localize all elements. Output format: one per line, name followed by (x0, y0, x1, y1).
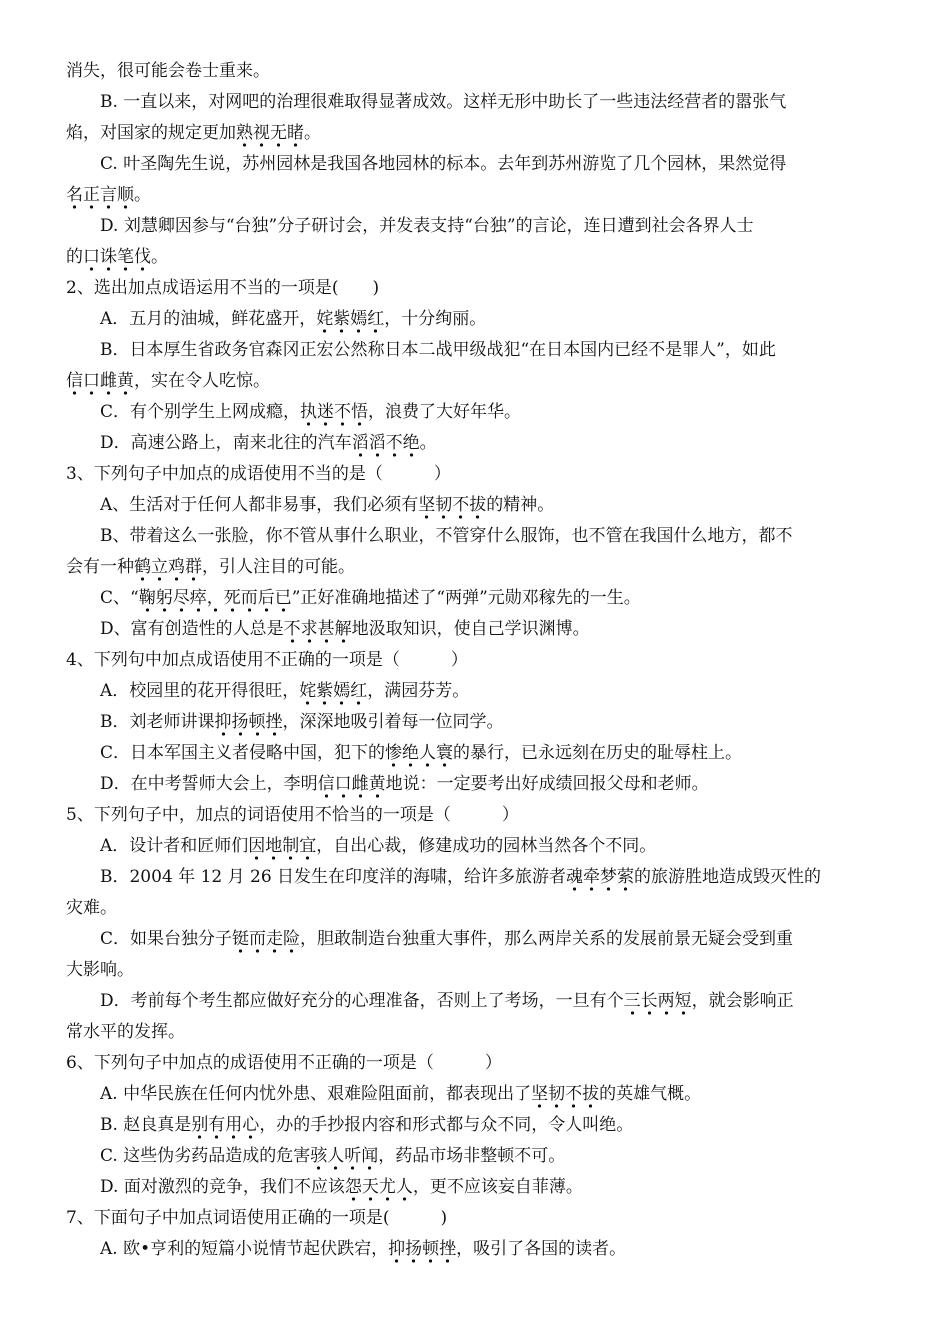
text-run: D．高速公路上，南来北往的汽车 (100, 433, 352, 453)
text-run: 会有一种 (66, 557, 134, 577)
text-run: 焰，对国家的规定更加 (66, 123, 236, 143)
text-line (66, 831, 890, 862)
text-line (66, 1172, 890, 1203)
text-run: ，就会影响正 (691, 991, 794, 1011)
text-run: 的英雄气概。 (599, 1084, 702, 1104)
emphasized-idiom: 魂牵梦萦 (566, 867, 634, 891)
text-line (66, 707, 890, 738)
text-run: C. 叶圣陶先生说，苏州园林是我国各地园林的标本。去年到苏州游览了几个园林，果然觉得 (100, 154, 787, 174)
text-line (66, 986, 890, 1017)
emphasized-idiom: 怨天尤人 (345, 1177, 413, 1201)
text-run: 5、下列句子中，加点的词语使用不恰当的一项是（ ） (66, 805, 519, 825)
text-line (66, 87, 890, 118)
text-line (66, 800, 890, 831)
text-run: A．校园里的花开得很旺， (100, 681, 300, 701)
emphasized-idiom: 坚韧不拔 (531, 1084, 599, 1108)
text-line (66, 180, 890, 211)
text-run: D．考前每个考生都应做好充分的心理准备，否则上了考场，一旦有个 (100, 991, 624, 1011)
emphasized-idiom: 执迷不悟 (300, 402, 368, 426)
text-run: C．有个别学生上网成瘾， (100, 402, 301, 422)
emphasized-idiom: 姹紫嫣红 (299, 681, 367, 705)
emphasized-idiom: 鹤立鸡群 (134, 557, 202, 581)
emphasized-idiom: 因地制宜 (248, 836, 316, 860)
text-line (66, 273, 890, 304)
text-line (66, 769, 890, 800)
text-run: 7、下面句子中加点词语使用正确的一项是( ) (66, 1208, 448, 1228)
text-run: B．日本厚生省政务官森冈正宏公然称日本二战甲级战犯“在日本国内已经不是罪人”，如此 (100, 340, 776, 360)
text-run: ，更不应该妄自菲薄。 (412, 1177, 583, 1197)
text-run: ，办的手抄报内容和形式都与众不同，令人叫绝。 (259, 1115, 634, 1135)
text-line (66, 366, 890, 397)
text-run: D．在中考誓师大会上，李明 (100, 774, 318, 794)
text-line (66, 459, 890, 490)
text-run: 灾难。 (66, 898, 117, 918)
text-run: B. 一直以来，对网吧的治理很难取得显著成效。这样无形中助长了一些违法经营者的嚣张气 (100, 92, 787, 112)
text-run: ，引人注目的可能。 (202, 557, 355, 577)
text-run: 的 (66, 247, 83, 267)
text-run: B. 赵良真是 (100, 1115, 192, 1135)
text-run: ，浪费了大好年华。 (368, 402, 522, 422)
text-run: 地说：一定要考出好成绩回报父母和老师。 (385, 774, 709, 794)
text-run: D. 刘慧卿因参与“台独”分子研讨会，并发表支持“台独”的言论，连日遭到社会各界人士 (100, 216, 754, 236)
text-line (66, 552, 890, 583)
text-run: 。 (304, 123, 321, 143)
text-run: 地汲取知识，使自己学识渊博。 (351, 619, 590, 639)
text-line (66, 1110, 890, 1141)
text-line (66, 335, 890, 366)
text-line (66, 149, 890, 180)
text-line (66, 211, 890, 242)
text-run: 。 (134, 185, 151, 205)
text-line (66, 1234, 890, 1265)
text-run: A．五月的油城，鲜花盛开， (100, 309, 317, 329)
text-line (66, 118, 890, 149)
text-run: 的精神。 (486, 495, 555, 515)
text-run: ，满园芬芳。 (367, 681, 470, 701)
text-run: ”正好准确地描述了“两弹”元勋邓稼先的一生。 (291, 588, 641, 608)
text-line (66, 1017, 890, 1048)
text-run: D. 面对激烈的竞争，我们不应该 (100, 1177, 345, 1197)
text-run: ，自出心裁，修建成功的园林当然各个不同。 (316, 836, 657, 856)
text-run: 6、下列句子中加点的成语使用不正确的一项是（ ） (66, 1053, 502, 1073)
text-line (66, 893, 890, 924)
text-run: 。 (151, 247, 168, 267)
text-line (66, 924, 890, 955)
text-line (66, 1048, 890, 1079)
text-line (66, 304, 890, 335)
emphasized-idiom: 三长两短 (624, 991, 692, 1015)
text-run: 常水平的发挥。 (66, 1022, 185, 1042)
text-run: 消失，很可能会卷士重来。 (66, 61, 270, 81)
text-run: 的旅游胜地造成毁灭性的 (634, 867, 822, 887)
text-run: D、富有创造性的人总是 (100, 619, 284, 639)
text-run: ，胆敢制造台独重大事件，那么两岸关系的发展前景无疑会受到重 (300, 929, 794, 949)
emphasized-idiom: 抑扬顿挫 (215, 712, 283, 736)
text-run: ，吸引了各国的读者。 (456, 1239, 627, 1259)
emphasized-idiom: 惨绝人寰 (385, 743, 453, 767)
text-line (66, 428, 890, 459)
text-line (66, 738, 890, 769)
text-line (66, 242, 890, 273)
text-run: C、“ (100, 588, 139, 608)
text-run: 大影响。 (66, 960, 134, 980)
text-line (66, 583, 890, 614)
text-run: C．如果台独分子 (100, 929, 233, 949)
text-run: ，药品市场非整顿不可。 (378, 1146, 566, 1166)
emphasized-idiom: 熟视无睹 (236, 123, 304, 147)
text-line (66, 614, 890, 645)
text-line (66, 1141, 890, 1172)
text-line (66, 676, 890, 707)
emphasized-idiom: 名正言顺 (66, 185, 134, 209)
emphasized-idiom: 信口雌黄 (318, 774, 386, 798)
text-run: A. 欧•亨利的短篇小说情节起伏跌宕， (100, 1239, 389, 1259)
text-line (66, 521, 890, 552)
emphasized-idiom: 鞠躬尽瘁，死而后已 (139, 588, 292, 612)
text-line (66, 490, 890, 521)
text-run: A．设计者和匠师们 (100, 836, 249, 856)
emphasized-idiom: 不求甚解 (284, 619, 352, 643)
text-line (66, 1203, 890, 1234)
emphasized-idiom: 口诛笔伐 (83, 247, 151, 271)
emphasized-idiom: 抑扬顿挫 (388, 1239, 456, 1263)
text-run: B．2004 年 12 月 26 日发生在印度洋的海啸，给许多旅游者 (100, 867, 567, 887)
text-run: 。 (419, 433, 437, 453)
text-run: B．刘老师讲课 (100, 712, 215, 732)
text-run: 3、下列句子中加点的成语使用不当的是（ ） (66, 464, 451, 484)
text-run: 的暴行，已永远刻在历史的耻辱柱上。 (453, 743, 743, 763)
emphasized-idiom: 姹紫嫣红 (316, 309, 384, 333)
text-line (66, 862, 890, 893)
text-line (66, 955, 890, 986)
text-run: C. 这些伪劣药品造成的危害 (100, 1146, 311, 1166)
text-run: ，实在令人吃惊。 (134, 371, 270, 391)
text-line (66, 56, 890, 87)
text-run: A、生活对于任何人都非易事，我们必须有 (100, 495, 419, 515)
emphasized-idiom: 铤而走险 (232, 929, 300, 953)
text-line (66, 1079, 890, 1110)
text-run: ，十分绚丽。 (384, 309, 487, 329)
text-run: 2、选出加点成语运用不当的一项是( ) (66, 278, 380, 298)
text-run: B、带着这么一张脸，你不管从事什么职业，不管穿什么服饰，也不管在我国什么地方，都不 (100, 526, 793, 546)
text-line (66, 645, 890, 676)
text-line (66, 397, 890, 428)
text-run: 4、下列句中加点成语使用不正确的一项是（ ） (66, 650, 468, 670)
emphasized-idiom: 别有用心 (191, 1115, 259, 1139)
text-run: C．日本军国主义者侵略中国，犯下的 (100, 743, 386, 763)
emphasized-idiom: 骇人听闻 (310, 1146, 378, 1170)
text-run: ，深深地吸引着每一位同学。 (282, 712, 504, 732)
text-run: A. 中华民族在任何内忧外患、艰难险阻面前，都表现出了 (100, 1084, 532, 1104)
emphasized-idiom: 滔滔不绝 (352, 433, 420, 457)
emphasized-idiom: 坚韧不拔 (418, 495, 486, 519)
emphasized-idiom: 信口雌黄 (66, 371, 134, 395)
